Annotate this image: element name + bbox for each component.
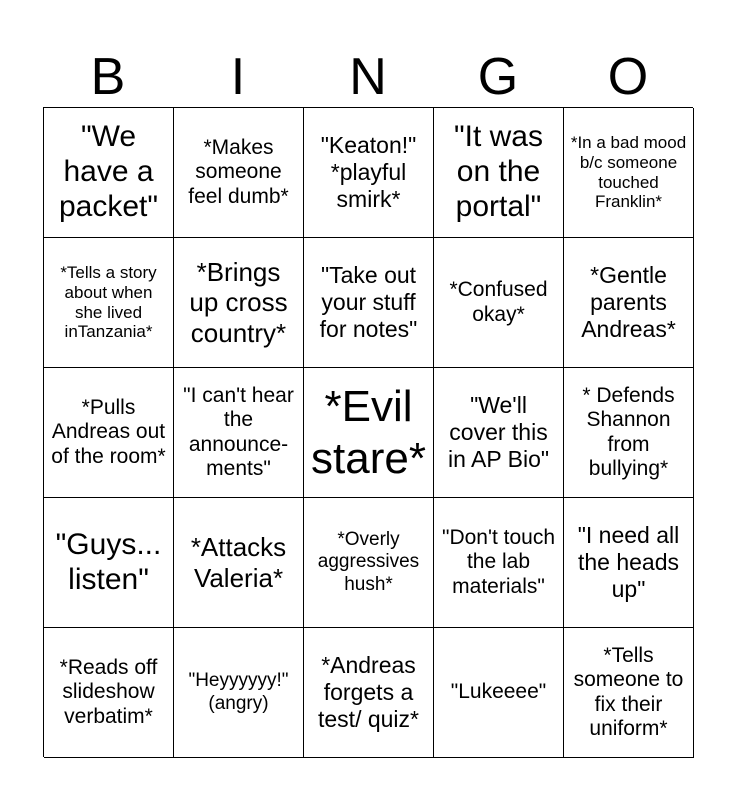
bingo-cell-r5c2[interactable]: [174, 628, 304, 758]
bingo-cell-r2c3[interactable]: [304, 238, 434, 368]
bingo-cell-text: "Guys... listen": [55, 527, 162, 596]
bingo-cell-text: *Tells a story about when she lived inTanzania*: [60, 263, 157, 342]
header-letter-g: G: [477, 48, 519, 106]
header-letter-i: I: [230, 48, 246, 106]
bingo-cell-r4c3[interactable]: [304, 498, 434, 628]
header-letter-o: O: [607, 48, 649, 106]
bingo-cell-text: "We'll cover this in AP Bio": [447, 392, 550, 472]
bingo-cell-r3c2[interactable]: [174, 368, 304, 498]
header-letter-n: N: [349, 48, 387, 106]
bingo-cell-r3c3[interactable]: [304, 368, 434, 498]
bingo-cell-r2c4[interactable]: [434, 238, 564, 368]
bingo-cell-text: "Heyyyyyy!" (angry): [188, 670, 289, 714]
bingo-cell-text: *Andreas forgets a test/ quiz*: [318, 652, 419, 732]
bingo-cell-text: *In a bad mood b/c someone touched Franklin*: [570, 133, 687, 212]
bingo-cell-text: *Evil stare*: [311, 382, 426, 483]
bingo-board: [43, 107, 693, 757]
bingo-cell-r5c1[interactable]: [44, 628, 174, 758]
bingo-cell-text: *Overly aggressives hush*: [317, 529, 420, 595]
bingo-cell-r2c1[interactable]: [44, 238, 174, 368]
bingo-cell-r4c2[interactable]: [174, 498, 304, 628]
bingo-cell-r5c4[interactable]: [434, 628, 564, 758]
bingo-cell-text: * Defends Shannon from bullying*: [582, 383, 675, 480]
bingo-cell-r3c4[interactable]: [434, 368, 564, 498]
bingo-cell-text: *Makes someone feel dumb*: [188, 135, 289, 208]
bingo-cell-r1c1[interactable]: [44, 108, 174, 238]
bingo-cell-text: *Tells someone to fix their uniform*: [573, 643, 684, 740]
bingo-cell-r3c5[interactable]: [564, 368, 694, 498]
bingo-cell-r5c5[interactable]: [564, 628, 694, 758]
bingo-cell-r4c5[interactable]: [564, 498, 694, 628]
bingo-cell-r3c1[interactable]: [44, 368, 174, 498]
bingo-cell-text: *Attacks Valeria*: [190, 532, 287, 593]
bingo-cell-text: *Gentle parents Andreas*: [581, 262, 676, 342]
bingo-cell-text: "I need all the heads up": [577, 522, 680, 602]
bingo-header: [43, 46, 693, 108]
bingo-cell-r2c2[interactable]: [174, 238, 304, 368]
bingo-cell-text: *Brings up cross country*: [189, 257, 288, 348]
bingo-cell-r1c4[interactable]: [434, 108, 564, 238]
bingo-cell-r4c4[interactable]: [434, 498, 564, 628]
bingo-cell-text: "I can't hear the announce-ments": [183, 383, 294, 480]
bingo-cell-text: *Pulls Andreas out of the room*: [51, 395, 166, 468]
bingo-cell-text: "Don't touch the lab materials": [441, 525, 556, 598]
bingo-cell-text: *Reads off slideshow verbatim*: [59, 655, 158, 728]
bingo-cell-r1c2[interactable]: [174, 108, 304, 238]
bingo-cell-text: "Take out your stuff for notes": [319, 262, 418, 342]
bingo-cell-text: "It was on the portal": [453, 120, 543, 223]
bingo-cell-r4c1[interactable]: [44, 498, 174, 628]
header-letter-b: B: [90, 48, 126, 106]
bingo-cell-r2c5[interactable]: [564, 238, 694, 368]
bingo-cell-text: *Confused okay*: [449, 278, 548, 326]
bingo-cell-r1c3[interactable]: [304, 108, 434, 238]
bingo-cell-r1c5[interactable]: [564, 108, 694, 238]
bingo-cell-text: "Lukeeee": [450, 680, 547, 704]
bingo-cell-text: "Keaton!" *playful smirk*: [320, 132, 417, 212]
bingo-cell-text: "We have a packet": [58, 120, 159, 223]
bingo-cell-r5c3[interactable]: [304, 628, 434, 758]
